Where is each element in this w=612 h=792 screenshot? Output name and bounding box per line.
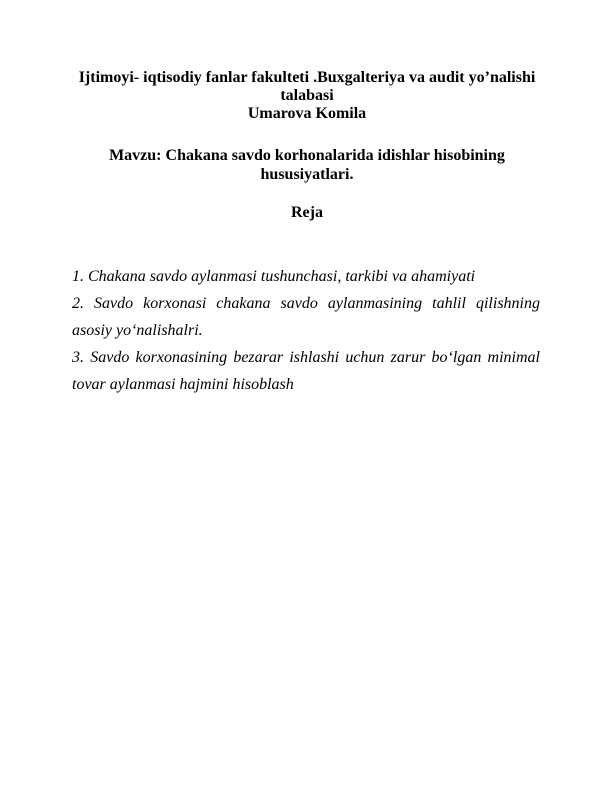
topic-line-continued: hususiyatlari. bbox=[260, 166, 354, 183]
plan-list bbox=[72, 263, 540, 398]
document-header bbox=[72, 69, 542, 123]
plan-item-2-continued: asosiy yo‘nalishalri. bbox=[72, 322, 203, 339]
plan-item-3-continued: tovar aylanmasi hajmini hisoblash bbox=[72, 376, 294, 393]
topic-line: Mavzu: Chakana savdo korhonalarida idishlar hisobining bbox=[109, 147, 505, 164]
faculty-line-continued: talabasi bbox=[280, 87, 334, 104]
faculty-line: Ijtimoyi- iqtisodiy fanlar fakulteti .Buxgalteriya va audit yo’nalishi bbox=[78, 69, 536, 86]
plan-title: Reja bbox=[291, 204, 323, 221]
plan-item-2: 2. Savdo korxonasi chakana savdo aylanmasining tahlil qilishning bbox=[72, 295, 540, 312]
student-name: Umarova Komila bbox=[247, 105, 367, 122]
plan-item-1: 1. Chakana savdo aylanmasi tushunchasi, tarkibi va ahamiyati bbox=[72, 268, 476, 285]
plan-item-3: 3. Savdo korxonasining bezarar ishlashi uchun zarur bo‘lgan minimal bbox=[72, 349, 540, 366]
topic-heading bbox=[72, 146, 542, 184]
student-name-line bbox=[72, 105, 542, 123]
